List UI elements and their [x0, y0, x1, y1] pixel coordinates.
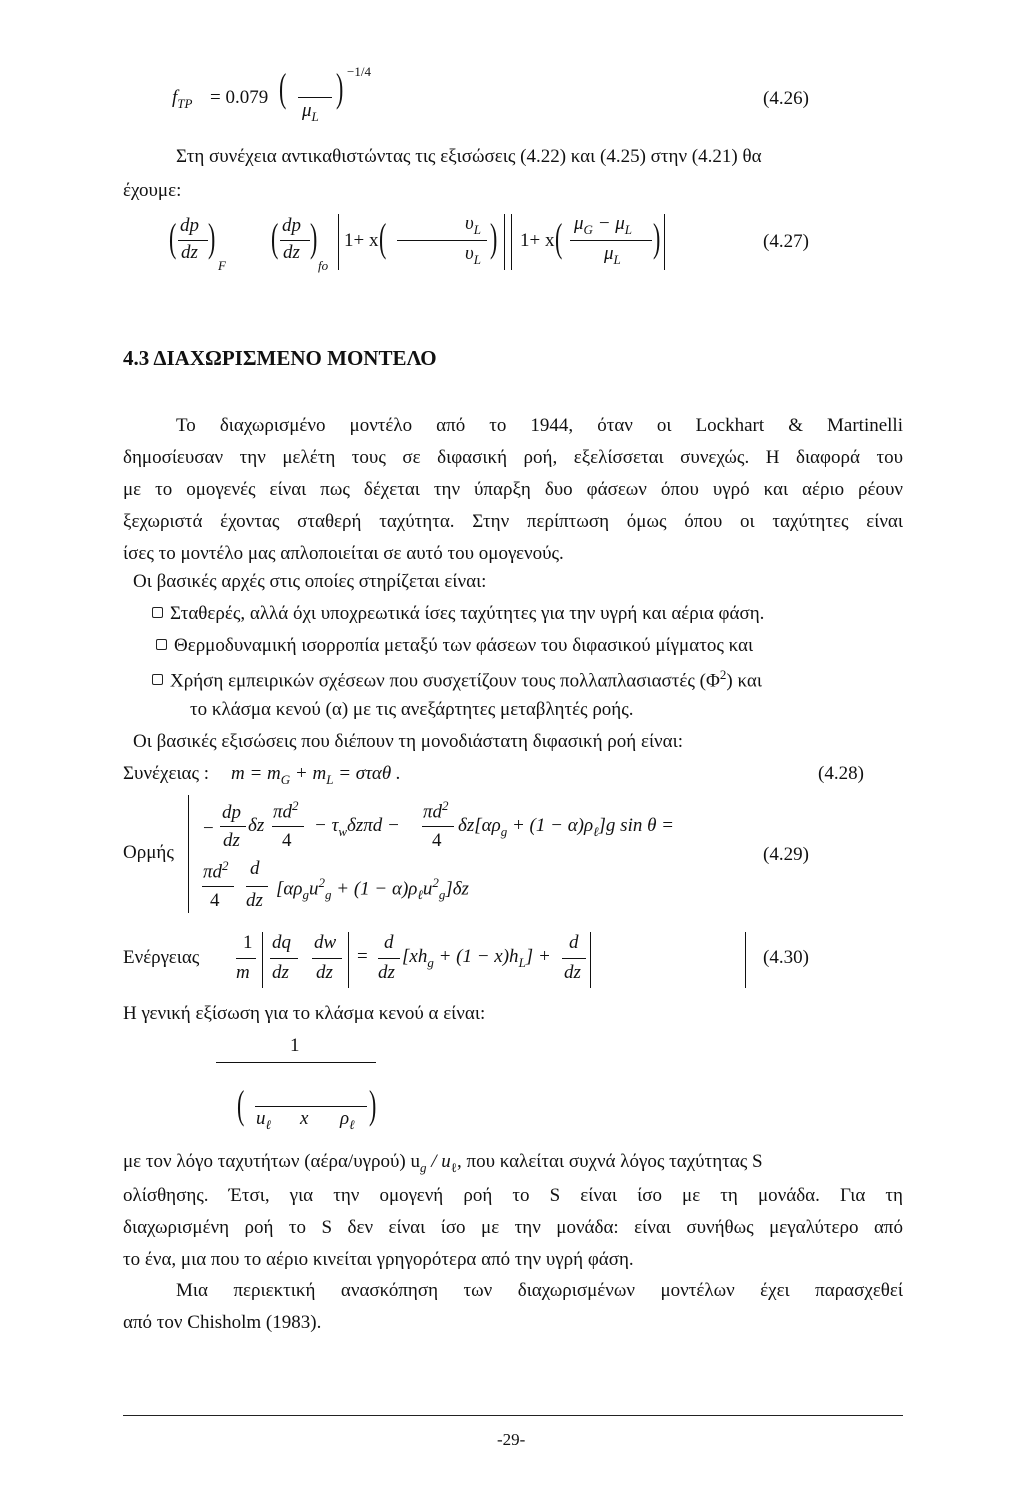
- eq-4-27-label: (4.27): [763, 231, 809, 252]
- dz-den-c: dz: [378, 962, 395, 983]
- bullet-item: Θερμοδυναμική ισορροπία μεταξύ των φάσεων του διφασικού μίγματος και: [156, 635, 753, 657]
- four-den-b: 4: [432, 830, 442, 851]
- paragraph-review: [123, 1275, 903, 1339]
- brace-bar: [188, 795, 189, 913]
- equals-sign: =: [357, 946, 368, 967]
- void-fraction-intro: Η γενική εξίσωση για το κλάσμα κενού α είναι:: [123, 1003, 486, 1024]
- bracket-bar: [504, 214, 505, 270]
- eq-4-27-one-plus-x-2: 1+ x: [520, 230, 555, 251]
- eq-4-30-name: Ενέργειας: [123, 947, 200, 968]
- principles-intro: Οι βασικές αρχές στις οποίες στηρίζεται είναι:: [133, 571, 487, 592]
- right-paren-icon: ): [652, 215, 661, 260]
- one-num: 1: [243, 932, 253, 953]
- bracket-bar: [348, 932, 349, 988]
- text-line: ίσες το μοντέλο μας απλοποιείται σε αυτό του ομογενούς.: [123, 543, 564, 564]
- four-den-c: 4: [210, 890, 220, 911]
- left-paren-icon: (: [270, 215, 279, 260]
- right-paren-icon: ): [335, 65, 344, 110]
- eq-4-28-expr: $m = m_G + m_L = \sigma\tau\alpha\theta$ .: [231, 763, 401, 787]
- section-heading: 4.3 ΔΙΑΧΩΡΙΣΜΕΝΟ ΜΟΝΤΕΛΟ: [123, 346, 437, 370]
- four-den: 4: [282, 830, 292, 851]
- left-paren-icon: (: [236, 1082, 245, 1127]
- void-eq-x: x: [300, 1108, 309, 1129]
- right-paren-icon: ): [309, 215, 318, 260]
- dp-num: dp: [222, 802, 241, 823]
- d-num-b: d: [569, 932, 579, 953]
- fraction-bar: [570, 240, 652, 241]
- text-line: το ένα, μια που το αέριο κινείται γρηγορότερα από την υγρή φάση.: [123, 1249, 634, 1270]
- pi-d2: $\pi d^2$: [273, 798, 299, 823]
- eq-4-26-label: (4.26): [763, 88, 809, 109]
- eq-4-26-coef: = 0.079: [210, 87, 269, 108]
- text-line: δημοσίευσαν την μελέτη τους σε διφασική ροή, εξελίσσεται συνεχώς. Η διαφορά του: [123, 447, 903, 468]
- right-paren-icon: ): [489, 215, 498, 260]
- eq-4-26-exponent: −1/4: [347, 64, 371, 79]
- dq-num: dq: [272, 932, 291, 953]
- pi-d2-b: $\pi d^2$: [423, 798, 449, 823]
- eq-4-26-lhs: $f_{TP}$: [172, 87, 193, 111]
- fraction-bar: [236, 958, 256, 959]
- footer-rule: [123, 1415, 903, 1416]
- eq-4-27-sub-f: F: [218, 258, 226, 273]
- dz-den-b: dz: [316, 962, 333, 983]
- eq-4-27-v-num: $\upsilon_L$: [465, 213, 481, 237]
- bracket-bar: [590, 932, 591, 988]
- eq-4-30-label: (4.30): [763, 947, 809, 968]
- left-paren-icon: (: [554, 215, 563, 260]
- text-line: με το ομογενές είναι πως δέχεται την ύπαρξη δυο φάσεων όπου υγρό και αέριο ρέουν: [123, 479, 903, 500]
- eq-4-27-dz2: dz: [283, 242, 300, 263]
- fraction-bar: [298, 97, 332, 98]
- tau-term: − $\tau_w\delta z\pi d$ −: [314, 815, 400, 839]
- bracket-bar: [511, 214, 512, 270]
- eq-4-26-denominator: $\mu_L$: [302, 100, 319, 124]
- eq-4-27-dp2: dp: [282, 215, 301, 236]
- enthalpy-bracket: $[xh_g + (1 - x)h_L]$ +: [402, 946, 551, 970]
- dw-num: dw: [314, 932, 337, 953]
- eq-4-29-label: (4.29): [763, 844, 809, 865]
- bracket-bar: [664, 214, 665, 270]
- fraction-bar: [422, 826, 454, 827]
- d-num: d: [384, 932, 394, 953]
- eq-4-29-name: Ορμής: [123, 842, 174, 863]
- text-line: ξεχωριστά έχοντας σταθερή ταχύτητα. Στην περίπτωση όμως όπου οι ταχύτητες είναι: [123, 511, 903, 532]
- left-paren-icon: (: [168, 215, 177, 260]
- void-eq-u: $u_\ell$: [256, 1108, 271, 1132]
- eq-4-27-sub-fo: fo: [318, 258, 329, 273]
- text-line: από τον Chisholm (1983).: [123, 1312, 322, 1333]
- eq-4-27-v-den: $\upsilon_L$: [465, 243, 481, 267]
- bullet-item: Χρήση εμπειρικών σχέσεων που συσχετίζουν τους πολλαπλασιαστές $(\Phi^2)$ και: [152, 667, 762, 692]
- fraction-bar: [202, 886, 234, 887]
- left-paren-icon: (: [378, 215, 387, 260]
- fraction-bar: [220, 826, 246, 827]
- minus-sign: −: [203, 818, 214, 839]
- text-line: Το διαχωρισμένο μοντέλο από το 1944, όταν οι Lockhart & Martinelli: [176, 415, 903, 436]
- d-num: d: [250, 858, 260, 879]
- text-line: ολίσθησης. Έτσι, για την ομογενή ροή το S είναι ίσο με τη μονάδα. Για τη: [123, 1185, 903, 1206]
- bracket-term-2: $[\alpha\rho_gu^2_g + (1 - \alpha)\rho_\ell u^2_g]\delta z$: [276, 875, 469, 903]
- delta-z: δz: [248, 815, 265, 836]
- fraction-bar: [562, 958, 586, 959]
- bracket-bar: [745, 932, 746, 988]
- eq-4-27-dz: dz: [181, 242, 198, 263]
- pi-d2-c: $\pi d^2$: [203, 858, 229, 883]
- bullet-continuation: το κλάσμα κενού (α) με τις ανεξάρτητες μεταβλητές ροής.: [190, 699, 634, 720]
- eq-4-27-dp: dp: [180, 215, 199, 236]
- dz-den: dz: [272, 962, 289, 983]
- void-eq-one: 1: [290, 1035, 300, 1056]
- checkbox-square-icon: [152, 607, 163, 618]
- dz-den: dz: [223, 830, 240, 851]
- fraction-bar: [397, 240, 487, 241]
- fraction-bar: [378, 958, 400, 959]
- void-eq-rho: $\rho_\ell$: [340, 1108, 355, 1132]
- equations-intro: Οι βασικές εξισώσεις που διέπουν τη μονοδιάστατη διφασική ροή είναι:: [133, 731, 683, 752]
- bracket-bar: [262, 932, 263, 988]
- paragraph-separated-model: [123, 410, 903, 570]
- fraction-bar: [270, 958, 298, 959]
- page-number: -29-: [497, 1430, 526, 1449]
- para3-line1: με τον λόγο ταχυτήτων (αέρα/υγρού) $u_g / u_\ell$, που καλείται συχνά λόγος ταχύτητας S: [123, 1151, 763, 1175]
- right-paren-icon: ): [368, 1082, 377, 1127]
- dz-den-c: dz: [246, 890, 263, 911]
- paragraph-slip-ratio: [123, 1180, 903, 1276]
- left-paren-icon: (: [278, 65, 287, 110]
- right-paren-icon: ): [207, 215, 216, 260]
- checkbox-square-icon: [156, 639, 167, 650]
- bullet-item: Σταθερές, αλλά όχι υποχρεωτικά ίσες ταχύτητες για την υγρή και αέρια φάση.: [152, 603, 764, 625]
- dz-den-d: dz: [564, 962, 581, 983]
- bracket-bar: [338, 214, 339, 270]
- checkbox-square-icon: [152, 674, 163, 685]
- para1-line1: Στη συνέχεια αντικαθιστώντας τις εξισώσεις (4.22) και (4.25) στην (4.21) θα: [176, 146, 762, 167]
- bracket-term-1: $\delta z[\alpha\rho_g + (1 - \alpha)\rho_\ell]g$ sin θ =: [458, 815, 675, 839]
- eq-4-27-mu-diff: $\mu_G - \mu_L$: [574, 213, 633, 237]
- fraction-bar: [246, 886, 268, 887]
- eq-4-27-one-plus-x: 1+ x: [344, 230, 379, 251]
- eq-4-28-label: (4.28): [818, 763, 864, 784]
- fraction-bar: [216, 1062, 376, 1063]
- text-line: Μια περιεκτική ανασκόπηση των διαχωρισμένων μοντέλων έχει παρασχεθεί: [176, 1280, 903, 1301]
- eq-4-28-name: Συνέχειας :: [123, 763, 210, 784]
- para1-line2: έχουμε:: [123, 180, 182, 201]
- text-line: διαχωρισμένη ροή το S δεν είναι ίσο με την μονάδα: είναι συνήθως μεγαλύτερο από: [123, 1217, 903, 1238]
- eq-4-27-mu-l: $\mu_L$: [604, 243, 621, 267]
- fraction-bar: [312, 958, 342, 959]
- fraction-bar: [272, 826, 304, 827]
- m-den: m: [236, 962, 250, 983]
